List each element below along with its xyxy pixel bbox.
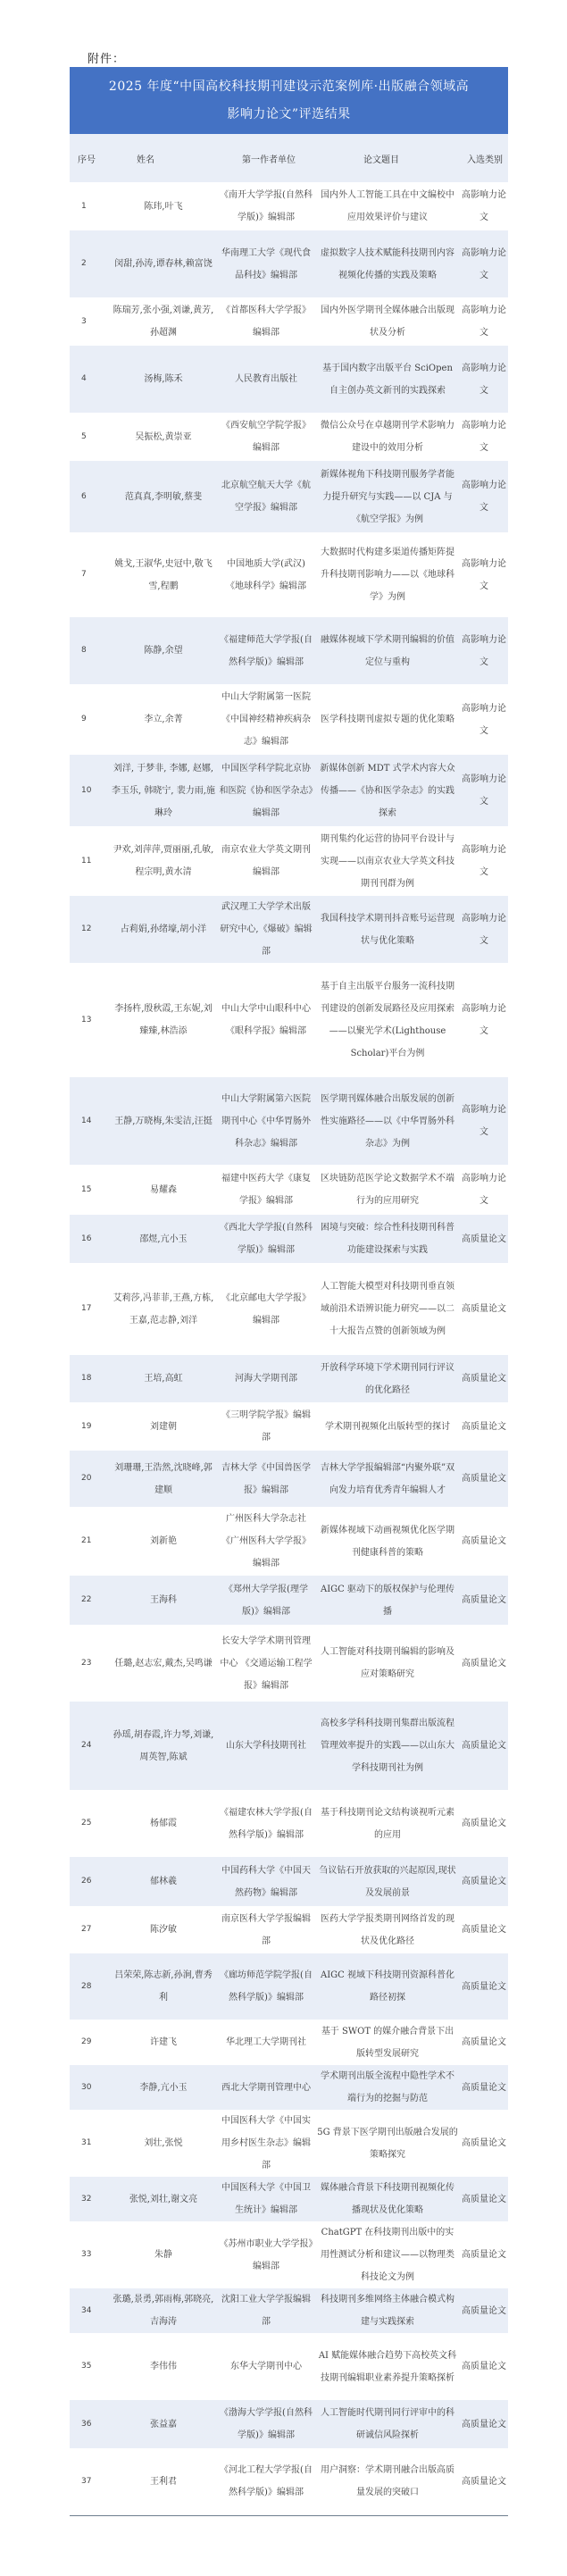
paper-title: 媒体融合背景下科技期刊视频化传播现状及优化策略 — [315, 2177, 460, 2221]
table-row — [70, 2065, 508, 2110]
paper-title: 基于自主出版平台服务一流科技期刊建设的创新发展路径及应用探索——以聚光学术(Lighthouse Scholar)平台为例 — [315, 963, 460, 1077]
author-names: 任璐,赵志宏,戴杰,吴鸣谦 — [110, 1625, 217, 1702]
table-row — [70, 2448, 508, 2515]
row-number: 37 — [70, 2448, 110, 2515]
selection-category: 高质量论文 — [460, 1402, 508, 1451]
table-row — [70, 826, 508, 896]
first-author-unit: 中山大学附属第六医院期刊中心《中华胃肠外科杂志》编辑部 — [217, 1077, 315, 1165]
table-row — [70, 2110, 508, 2177]
first-author-unit: 中国医学科学院北京协和医院《协和医学杂志》编辑部 — [217, 755, 315, 826]
paper-title: AIGC 驱动下的版权保护与伦理传播 — [315, 1576, 460, 1625]
header-title: 论文题目 — [315, 134, 460, 182]
row-number: 24 — [70, 1702, 110, 1790]
selection-category: 高质量论文 — [460, 2333, 508, 2400]
table-row — [70, 230, 508, 297]
selection-category: 高质量论文 — [460, 1263, 508, 1355]
paper-title: 大数据时代构建多渠道传播矩阵提升科技期刊影响力——以《地球科学》为例 — [315, 532, 460, 617]
paper-title: 高校多学科科技期刊集群出版流程管理效率提升的实践——以山东大学科技期刊社为例 — [315, 1702, 460, 1790]
paper-title: 学术期刊视频化出版转型的探讨 — [315, 1402, 460, 1451]
row-number: 10 — [70, 755, 110, 826]
row-number: 11 — [70, 826, 110, 896]
table-row — [70, 2288, 508, 2333]
author-names: 汤梅,陈禾 — [110, 346, 217, 413]
author-names: 刘新艳 — [110, 1507, 217, 1576]
paper-title: 基于国内数字出版平台 SciOpen 自主创办英文新刊的实践探索 — [315, 346, 460, 413]
author-names: 朱静 — [110, 2221, 217, 2288]
table-row — [70, 2221, 508, 2288]
author-names: 刘珊珊,王浩然,沈晓峰,郭建顺 — [110, 1451, 217, 1507]
row-number: 26 — [70, 1857, 110, 1906]
paper-title: 我国科技学术期刊抖音账号运营现状与优化策略 — [315, 896, 460, 963]
paper-title: 微信公众号在卓越期刊学术影响力建设中的效用分析 — [315, 413, 460, 461]
first-author-unit: 《三明学院学报》编辑部 — [217, 1402, 315, 1451]
first-author-unit: 山东大学科技期刊社 — [217, 1702, 315, 1790]
header-unit: 第一作者单位 — [217, 134, 315, 182]
table-row — [70, 2400, 508, 2448]
first-author-unit: 《首都医科大学学报》编辑部 — [217, 297, 315, 346]
table-row — [70, 461, 508, 532]
table-title-bar — [70, 67, 508, 134]
selection-category: 高质量论文 — [460, 2065, 508, 2110]
first-author-unit: 《苏州市职业大学学报》编辑部 — [217, 2221, 315, 2288]
author-names: 陈静,余望 — [110, 617, 217, 684]
selection-category: 高影响力论文 — [460, 461, 508, 532]
row-number: 34 — [70, 2288, 110, 2333]
row-number: 15 — [70, 1165, 110, 1215]
author-names: 王静,万晓梅,朱雯洁,汪挺 — [110, 1077, 217, 1165]
author-names: 许建飞 — [110, 2020, 217, 2065]
paper-title: 期刊集约化运营的协同平台设计与实现——以南京农业大学英文科技期刊刊群为例 — [315, 826, 460, 896]
first-author-unit: 武汉理工大学学术出版研究中心,《爆破》编辑部 — [217, 896, 315, 963]
table-row — [70, 684, 508, 755]
first-author-unit: 南京农业大学英文期刊编辑部 — [217, 826, 315, 896]
row-number: 20 — [70, 1451, 110, 1507]
first-author-unit: 中山大学中山眼科中心《眼科学报》编辑部 — [217, 963, 315, 1077]
table-row — [70, 1077, 508, 1165]
row-number: 25 — [70, 1790, 110, 1857]
row-number: 4 — [70, 346, 110, 413]
author-names: 姚戈,王淑华,史冠中,敬飞雪,程鹏 — [110, 532, 217, 617]
table-row — [70, 1625, 508, 1702]
results-table — [70, 134, 508, 2516]
paper-title: AIGC 视域下科技期刊资源科普化路径初探 — [315, 1953, 460, 2020]
table-row — [70, 617, 508, 684]
author-names: 李静,亢小玉 — [110, 2065, 217, 2110]
row-number: 3 — [70, 297, 110, 346]
first-author-unit: 《河北工程大学学报(自然科学版)》编辑部 — [217, 2448, 315, 2515]
author-names: 占莉娟,孙绪壕,胡小洋 — [110, 896, 217, 963]
header-category: 入选类别 — [460, 134, 508, 182]
author-names: 李立,余菁 — [110, 684, 217, 755]
paper-title: 新媒体视域下动画视频优化医学期刊健康科普的策略 — [315, 1507, 460, 1576]
selection-category: 高影响力论文 — [460, 617, 508, 684]
row-number: 31 — [70, 2110, 110, 2177]
paper-title: 开放科学环境下学术期刊同行评议的优化路径 — [315, 1355, 460, 1402]
row-number: 36 — [70, 2400, 110, 2448]
table-row — [70, 1263, 508, 1355]
table-row — [70, 2177, 508, 2221]
paper-title: 学术期刊出版全流程中隐性学术不端行为的挖掘与防范 — [315, 2065, 460, 2110]
selection-category: 高影响力论文 — [460, 182, 508, 230]
paper-title: 虚拟数字人技术赋能科技期刊内容视频化传播的实践及策略 — [315, 230, 460, 297]
table-row — [70, 297, 508, 346]
table-row — [70, 346, 508, 413]
first-author-unit: 西北大学期刊管理中心 — [217, 2065, 315, 2110]
table-title-line-2: 影响力论文”评选结果 — [227, 107, 351, 121]
row-number: 27 — [70, 1906, 110, 1953]
selection-category: 高质量论文 — [460, 2288, 508, 2333]
table-header-row — [70, 134, 508, 182]
selection-category: 高质量论文 — [460, 1857, 508, 1906]
first-author-unit: 《南开大学学报(自然科学版)》编辑部 — [217, 182, 315, 230]
paper-title: 吉林大学学报编辑部“内聚外联”双向发力培育优秀青年编辑人才 — [315, 1451, 460, 1507]
paper-title: 困境与突破：综合性科技期刊科普功能建设探索与实践 — [315, 1215, 460, 1263]
selection-category: 高质量论文 — [460, 2177, 508, 2221]
author-names: 范真真,李明敏,蔡斐 — [110, 461, 217, 532]
table-row — [70, 182, 508, 230]
row-number: 29 — [70, 2020, 110, 2065]
attachment-label: 附件： — [88, 53, 126, 66]
row-number: 19 — [70, 1402, 110, 1451]
table-row — [70, 1702, 508, 1790]
first-author-unit: 吉林大学《中国兽医学报》编辑部 — [217, 1451, 315, 1507]
row-number: 13 — [70, 963, 110, 1077]
results-sheet — [70, 67, 508, 2516]
table-title-line-1: 2025 年度“中国高校科技期刊建设示范案例库·出版融合领域高 — [108, 79, 470, 94]
row-number: 7 — [70, 532, 110, 617]
author-names: 张益嘉 — [110, 2400, 217, 2448]
author-names: 陈汐敏 — [110, 1906, 217, 1953]
selection-category: 高影响力论文 — [460, 963, 508, 1077]
first-author-unit: 《廊坊师范学院学报(自然科学版)》编辑部 — [217, 1953, 315, 2020]
selection-category: 高质量论文 — [460, 1355, 508, 1402]
selection-category: 高质量论文 — [460, 1507, 508, 1576]
selection-category: 高质量论文 — [460, 1702, 508, 1790]
paper-title: 刍议钻石开放获取的兴起原因,现状及发展前景 — [315, 1857, 460, 1906]
selection-category: 高影响力论文 — [460, 346, 508, 413]
author-names: 李扬杵,殷秋霞,王东妮,刘臻臻,林浩添 — [110, 963, 217, 1077]
first-author-unit: 长安大学学术期刊管理中心 《交通运输工程学报》编辑部 — [217, 1625, 315, 1702]
paper-title: 人工智能对科技期刊编辑的影响及应对策略研究 — [315, 1625, 460, 1702]
selection-category: 高质量论文 — [460, 1953, 508, 2020]
row-number: 17 — [70, 1263, 110, 1355]
paper-title: 区块链防范医学论文数据学术不端行为的应用研究 — [315, 1165, 460, 1215]
author-names: 刘建朝 — [110, 1402, 217, 1451]
author-names: 张璐,景勇,郭雨梅,郭晓亮,吉海涛 — [110, 2288, 217, 2333]
paper-title: 国内外人工智能工具在中文编校中应用效果评价与建议 — [315, 182, 460, 230]
selection-category: 高质量论文 — [460, 2110, 508, 2177]
table-row — [70, 1576, 508, 1625]
author-names: 陈玮,叶飞 — [110, 182, 217, 230]
selection-category: 高影响力论文 — [460, 1077, 508, 1165]
header-name: 姓名 — [110, 134, 217, 182]
first-author-unit: 沈阳工业大学学报编辑部 — [217, 2288, 315, 2333]
first-author-unit: 河海大学期刊部 — [217, 1355, 315, 1402]
author-names: 孙瑶,胡春霞,许力琴,刘谦,周英智,陈斌 — [110, 1702, 217, 1790]
row-number: 35 — [70, 2333, 110, 2400]
author-names: 李伟伟 — [110, 2333, 217, 2400]
author-names: 吕荣荣,陈志新,孙涧,曹秀利 — [110, 1953, 217, 2020]
selection-category: 高质量论文 — [460, 2448, 508, 2515]
row-number: 33 — [70, 2221, 110, 2288]
row-number: 14 — [70, 1077, 110, 1165]
selection-category: 高质量论文 — [460, 2020, 508, 2065]
paper-title: 新媒体创新 MDT 式学术内容大众传播——《协和医学杂志》的实践探索 — [315, 755, 460, 826]
first-author-unit: 福建中医药大学《康复学报》编辑部 — [217, 1165, 315, 1215]
selection-category: 高影响力论文 — [460, 413, 508, 461]
row-number: 9 — [70, 684, 110, 755]
paper-title: AI 赋能媒体融合趋势下高校英文科技期刊编辑职业素养提升策略探析 — [315, 2333, 460, 2400]
row-number: 28 — [70, 1953, 110, 2020]
first-author-unit: 中山大学附属第一医院《中国神经精神疾病杂志》编辑部 — [217, 684, 315, 755]
author-names: 陈瑞芳,张小强,刘谦,黄芳,孙超渊 — [110, 297, 217, 346]
paper-title: ChatGPT 在科技期刊出版中的实用性测试分析和建议——以物理类科技论文为例 — [315, 2221, 460, 2288]
first-author-unit: 《福建农林大学学报(自然科学版)》编辑部 — [217, 1790, 315, 1857]
first-author-unit: 《郑州大学学报(理学版)》编辑部 — [217, 1576, 315, 1625]
table-row — [70, 532, 508, 617]
row-number: 32 — [70, 2177, 110, 2221]
first-author-unit: 华北理工大学期刊社 — [217, 2020, 315, 2065]
first-author-unit: 南京医科大学学报编辑部 — [217, 1906, 315, 1953]
first-author-unit: 中国医科大学《中国卫生统计》编辑部 — [217, 2177, 315, 2221]
first-author-unit: 中国地质大学(武汉)《地球科学》编辑部 — [217, 532, 315, 617]
selection-category: 高影响力论文 — [460, 684, 508, 755]
paper-title: 基于科技期刊论文结构谈视听元素的应用 — [315, 1790, 460, 1857]
table-row — [70, 413, 508, 461]
table-row — [70, 896, 508, 963]
table-row — [70, 1165, 508, 1215]
paper-title: 人工智能时代期刊同行评审中的科研诚信风险探析 — [315, 2400, 460, 2448]
first-author-unit: 东华大学期刊中心 — [217, 2333, 315, 2400]
row-number: 30 — [70, 2065, 110, 2110]
paper-title: 5G 背景下医学期刊出版融合发展的策略探究 — [315, 2110, 460, 2177]
row-number: 18 — [70, 1355, 110, 1402]
row-number: 5 — [70, 413, 110, 461]
selection-category: 高质量论文 — [460, 2221, 508, 2288]
row-number: 21 — [70, 1507, 110, 1576]
table-row — [70, 1507, 508, 1576]
author-names: 闵甜,孙涛,谭春林,赖富饶 — [110, 230, 217, 297]
selection-category: 高质量论文 — [460, 1906, 508, 1953]
first-author-unit: 《渤海大学学报(自然科学版)》编辑部 — [217, 2400, 315, 2448]
author-names: 王培,高虹 — [110, 1355, 217, 1402]
table-row — [70, 1402, 508, 1451]
author-names: 易耀森 — [110, 1165, 217, 1215]
paper-title: 国内外医学期刊全媒体融合出版现状及分析 — [315, 297, 460, 346]
table-row — [70, 1906, 508, 1953]
paper-title: 科技期刊多维网络主体融合模式构建与实践探索 — [315, 2288, 460, 2333]
paper-title: 融媒体视域下学术期刊编辑的价值定位与重构 — [315, 617, 460, 684]
row-number: 23 — [70, 1625, 110, 1702]
author-names: 王海科 — [110, 1576, 217, 1625]
row-number: 8 — [70, 617, 110, 684]
table-row — [70, 1451, 508, 1507]
row-number: 12 — [70, 896, 110, 963]
paper-title: 医学期刊媒体融合出版发展的创新性实施路径——以《中华胃肠外科杂志》为例 — [315, 1077, 460, 1165]
table-row — [70, 963, 508, 1077]
selection-category: 高质量论文 — [460, 1451, 508, 1507]
table-row — [70, 2020, 508, 2065]
first-author-unit: 广州医科大学杂志社《广州医科大学学报》编辑部 — [217, 1507, 315, 1576]
paper-title: 基于 SWOT 的媒介融合背景下出版转型发展研究 — [315, 2020, 460, 2065]
first-author-unit: 北京航空航天大学《航空学报》编辑部 — [217, 461, 315, 532]
first-author-unit: 中国医科大学《中国实用乡村医生杂志》编辑部 — [217, 2110, 315, 2177]
selection-category: 高质量论文 — [460, 2400, 508, 2448]
selection-category: 高影响力论文 — [460, 532, 508, 617]
author-names: 王利君 — [110, 2448, 217, 2515]
selection-category: 高影响力论文 — [460, 896, 508, 963]
table-row — [70, 1953, 508, 2020]
table-row — [70, 1790, 508, 1857]
first-author-unit: 《西安航空学院学报》编辑部 — [217, 413, 315, 461]
row-number: 2 — [70, 230, 110, 297]
first-author-unit: 人民教育出版社 — [217, 346, 315, 413]
paper-title: 人工智能大模型对科技期刊垂直领域前沿术语辨识能力研究——以二十大报告点赞的创新领域为例 — [315, 1263, 460, 1355]
author-names: 刘洋, 于梦非, 李娜, 赵娜, 李玉乐, 韩晓宁, 裴力雨,施琳玲 — [110, 755, 217, 826]
paper-title: 医药大学学报类期刊网络首发的现状及优化路径 — [315, 1906, 460, 1953]
selection-category: 高影响力论文 — [460, 826, 508, 896]
paper-title: 医学科技期刊虚拟专题的优化策略 — [315, 684, 460, 755]
author-names: 杨郁霞 — [110, 1790, 217, 1857]
author-names: 张悦,刘壮,谢文亮 — [110, 2177, 217, 2221]
row-number: 16 — [70, 1215, 110, 1263]
selection-category: 高影响力论文 — [460, 297, 508, 346]
first-author-unit: 中国药科大学《中国天然药物》编辑部 — [217, 1857, 315, 1906]
row-number: 22 — [70, 1576, 110, 1625]
table-row — [70, 1215, 508, 1263]
table-row — [70, 2333, 508, 2400]
selection-category: 高质量论文 — [460, 1790, 508, 1857]
first-author-unit: 华南理工大学《现代食品科技》编辑部 — [217, 230, 315, 297]
first-author-unit: 《北京邮电大学学报》编辑部 — [217, 1263, 315, 1355]
author-names: 刘壮,张悦 — [110, 2110, 217, 2177]
selection-category: 高质量论文 — [460, 1215, 508, 1263]
selection-category: 高质量论文 — [460, 1576, 508, 1625]
paper-title: 新媒体视角下科技期刊服务学者能力提升研究与实践——以 CJA 与《航空学报》为例 — [315, 461, 460, 532]
table-row — [70, 1857, 508, 1906]
selection-category: 高质量论文 — [460, 1625, 508, 1702]
table-body — [70, 182, 508, 2515]
author-names: 郁林羲 — [110, 1857, 217, 1906]
selection-category: 高影响力论文 — [460, 755, 508, 826]
table-row — [70, 1355, 508, 1402]
table-row — [70, 755, 508, 826]
author-names: 邵煜,亢小玉 — [110, 1215, 217, 1263]
paper-title: 用户洞察：学术期刊融合出版高质量发展的突破口 — [315, 2448, 460, 2515]
author-names: 艾莉莎,冯菲菲,王燕,方栋,王嘉,范志静,刘洋 — [110, 1263, 217, 1355]
row-number: 6 — [70, 461, 110, 532]
first-author-unit: 《西北大学学报(自然科学版)》编辑部 — [217, 1215, 315, 1263]
header-no: 序号 — [70, 134, 110, 182]
first-author-unit: 《福建师范大学学报(自然科学版)》编辑部 — [217, 617, 315, 684]
selection-category: 高影响力论文 — [460, 1165, 508, 1215]
author-names: 尹欢,刘萍萍,贾丽丽,孔敏,程宗明,黄水清 — [110, 826, 217, 896]
selection-category: 高影响力论文 — [460, 230, 508, 297]
row-number: 1 — [70, 182, 110, 230]
author-names: 吴振松,黄崇亚 — [110, 413, 217, 461]
